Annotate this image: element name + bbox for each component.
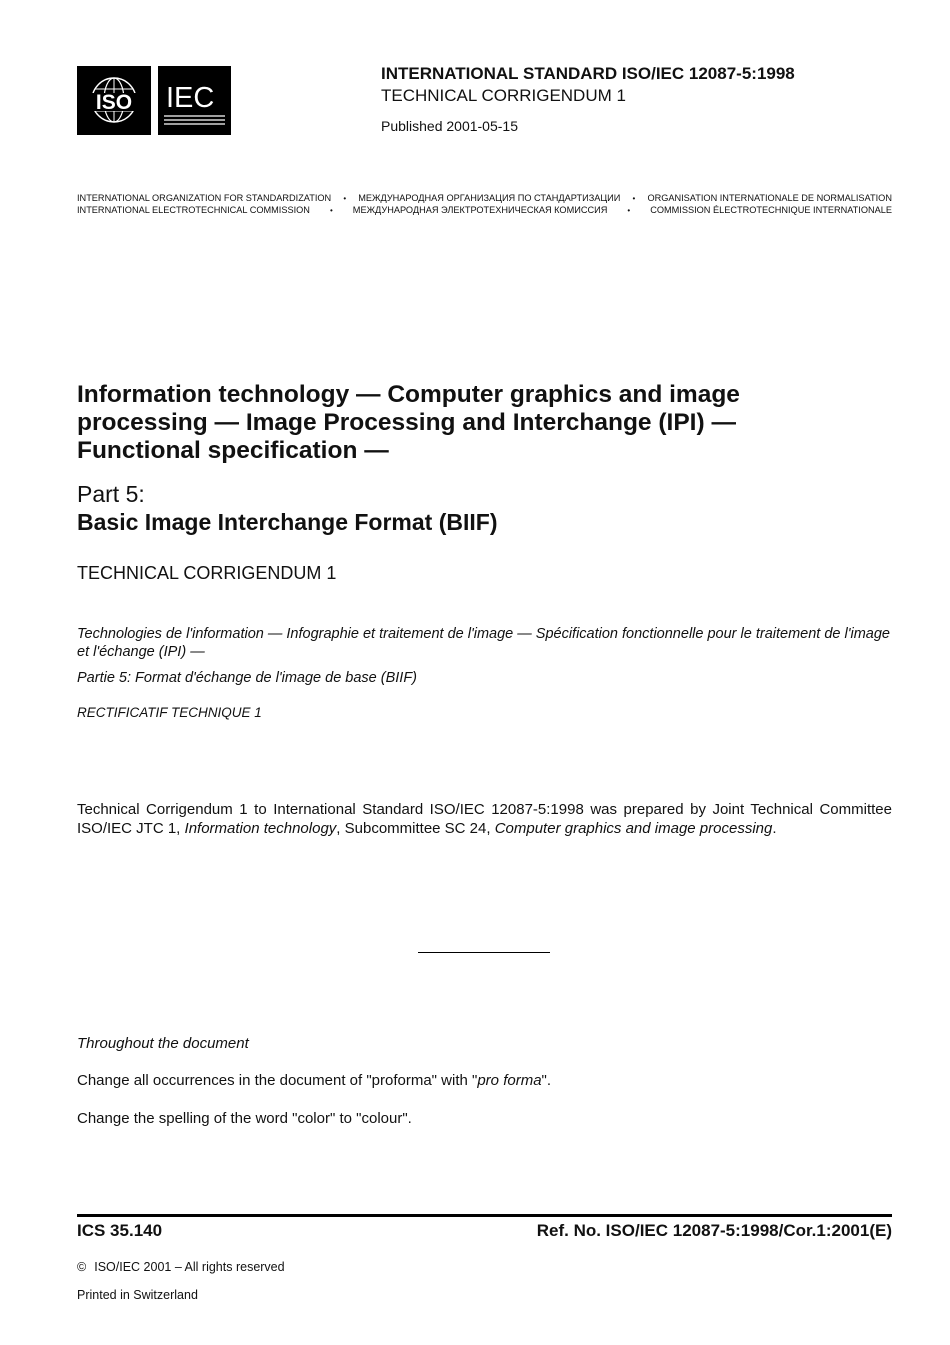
section-divider xyxy=(418,952,550,953)
corrigendum-label: TECHNICAL CORRIGENDUM 1 xyxy=(381,86,626,105)
org-line-iec xyxy=(77,205,892,215)
reference-number: Ref. No. ISO/IEC 12087-5:1998/Cor.1:2001(E) xyxy=(536,1221,892,1240)
french-part-title: Partie 5: Format d'échange de l'image de base (BIIF) xyxy=(77,670,418,686)
org-name-ru: МЕЖДУНАРОДНАЯ ОРГАНИЗАЦИЯ ПО СТАНДАРТИЗАЦИИ xyxy=(358,193,621,203)
bullet-separator: • xyxy=(343,193,347,203)
printed-location: Printed in Switzerland xyxy=(77,1288,198,1302)
technical-corrigendum-label: TECHNICAL CORRIGENDUM 1 xyxy=(77,563,337,583)
para-text: , Subcommittee SC 24, xyxy=(336,819,495,837)
standard-title: INTERNATIONAL STANDARD ISO/IEC 12087-5:1998 xyxy=(381,64,795,83)
footer-rule xyxy=(77,1214,892,1217)
bullet-separator: • xyxy=(627,205,631,215)
org-name-fr: ORGANISATION INTERNATIONALE DE NORMALISATION xyxy=(647,193,892,203)
org-name-en: INTERNATIONAL ELECTROTECHNICAL COMMISSION xyxy=(77,205,310,215)
change-text: ". xyxy=(541,1072,552,1089)
para-text: . xyxy=(772,819,777,837)
change-text: Change all occurrences in the document of "proforma" with " xyxy=(77,1072,478,1089)
copyright-notice xyxy=(77,1260,285,1274)
org-name-ru: МЕЖДУНАРОДНАЯ ЭЛЕКТРОТЕХНИЧЕСКАЯ КОМИССИЯ xyxy=(352,205,608,215)
iec-logo-text: IEC xyxy=(166,82,215,114)
change-item: Change the spelling of the word "color" to "colour". xyxy=(77,1110,412,1127)
para-italic-text: Computer graphics and image processing xyxy=(494,819,773,837)
org-name-en: INTERNATIONAL ORGANIZATION FOR STANDARDIZATION xyxy=(77,193,332,203)
ics-code: ICS 35.140 xyxy=(77,1221,163,1240)
change-item xyxy=(77,1072,551,1089)
org-line-iso xyxy=(77,193,892,203)
iec-logo-graphic xyxy=(158,66,231,135)
part-title: Basic Image Interchange Format (BIIF) xyxy=(77,509,498,535)
copyright-text: ISO/IEC 2001 – All rights reserved xyxy=(94,1260,285,1274)
iso-logo xyxy=(77,66,151,135)
french-title: Technologies de l'information — Infographie et traitement de l'image — Spécification fonctionnelle pour le traitement de l'image et l'échange (IPI) — xyxy=(77,626,890,660)
para-italic-text: Information technology xyxy=(184,819,337,837)
published-date: Published 2001-05-15 xyxy=(381,118,518,134)
french-rectificatif: RECTIFICATIF TECHNIQUE 1 xyxy=(77,705,262,720)
bullet-separator: • xyxy=(632,193,636,203)
iso-logo-graphic xyxy=(77,66,151,135)
org-name-fr: COMMISSION ÉLECTROTECHNIQUE INTERNATIONALE xyxy=(650,205,892,215)
change-italic-text: pro forma xyxy=(477,1072,542,1089)
copyright-icon: © xyxy=(77,1260,87,1274)
preparation-paragraph xyxy=(77,801,892,838)
section-heading: Throughout the document xyxy=(77,1035,249,1052)
para-text: Technical Corrigendum 1 to International Standard ISO/IEC 12087-5:1998 was prepared by Joint Technical Committee ISO/IEC JTC 1, xyxy=(77,801,892,837)
iso-logo-text: ISO xyxy=(95,91,133,114)
iec-logo xyxy=(158,66,231,135)
part-label: Part 5: xyxy=(77,481,145,507)
document-title: Information technology — Computer graphics and image processing — Image Processing and Interchange (IPI) — Functional specification — xyxy=(77,381,740,464)
bullet-separator: • xyxy=(329,205,333,215)
